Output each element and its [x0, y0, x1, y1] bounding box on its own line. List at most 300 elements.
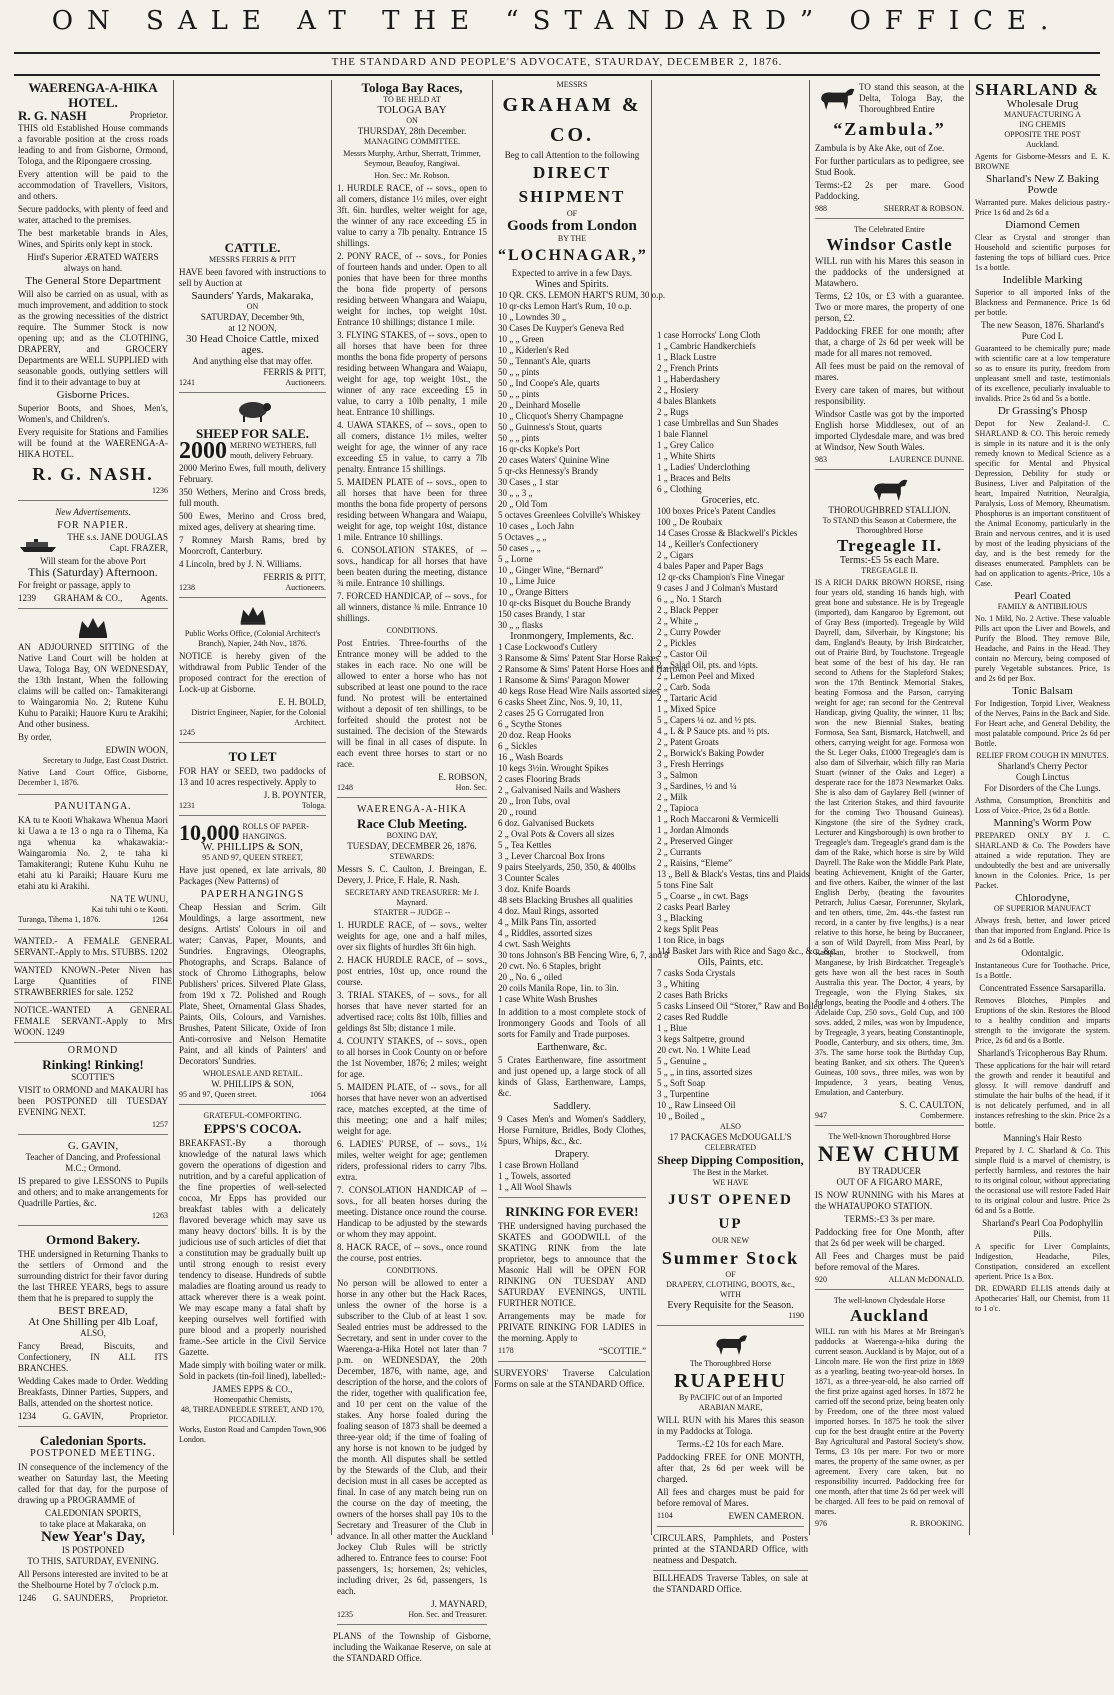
list-item: 20 „ Iron Tubs, oval: [498, 796, 571, 806]
races-conditions-text: Post Entries. Three-fourths of the Entrance money will be added to the stakes in each race. No one will be allowed to enter a horse who has not subscribed at least one pound to the race fund. No protest will be entertained without a deposit of ten shillings, to be forfeited should the protest not be sustained. The decision of the Stewards will be final in all cases of dispute. In each event three horses to start or no race.: [337, 638, 487, 769]
hotel-text: The best marketable brands in Ales, Wines, and Spirits only kept in stock.: [18, 228, 168, 249]
panui-role: Kai tuhi tuhi o te Kooti.: [91, 905, 168, 914]
tricopherous: Sharland's Tricopherous Bay Rhum.: [977, 1048, 1108, 1058]
list-item: 1 „ Towels, assorted: [498, 1171, 571, 1181]
list-item: 100 „ De Roubaix: [657, 517, 723, 527]
worm-powders: Manning's Worm Pow: [993, 817, 1092, 829]
list-item: 1 „ Black Lustre: [657, 352, 717, 362]
goods-from-london: Goods from London: [507, 218, 637, 234]
list-item: 3 Counter Scales: [498, 873, 559, 883]
epps-text: BREAKFAST.-By a thorough knowledge of the natural laws which govern the operations of digestion and nutrition, and by a careful application of the fine properties of well-selected cocoa, Mr Epps has provided our breakfast tables with a delicately flavored beverage which may save us many heavy doctors' bills. It is by the judicious use of such articles of diet that a constitution may be gradually built up until strong enough to resist every tendency to disease. Hundreds of subtle maladies are floating around us ready to attack wherever there is a weak point. We may escape many a fatal shaft by keeping ourselves well fortified with pure blood and a properly nourished frame.-See article in the Civil Service Gazette.: [179, 1138, 326, 1357]
crown-icon: [238, 604, 268, 626]
ad-number: 976: [815, 1519, 827, 1528]
hair-restorer: Manning's Hair Resto: [1003, 1133, 1082, 1143]
list-item: 2 „ Castor Oil: [657, 649, 708, 659]
race-event: 5. MAIDEN PLATE of -- sovs., open to all horses that have been for three months the bona fide property of persons residing between Whangara and Waiapu, weight for age, top weight 10st, distance 1 mile. Entrance 10 shillings.: [337, 477, 487, 542]
ad-number: 983: [815, 455, 827, 464]
just-opened: JUST OPENED UP: [668, 1192, 793, 1232]
list-item: 2 cases Flooring Brads: [498, 774, 581, 784]
list-item: 1 „ Braces and Belts: [657, 473, 731, 483]
drapery-list: [498, 1160, 646, 1193]
phillips-name-2: W. PHILLIPS & SON,: [211, 1079, 294, 1089]
club-day: BOXING DAY,: [386, 831, 438, 840]
list-item: 20 cases Waters' Quinine Wine: [498, 455, 610, 465]
diamond-text: Clear as Crystal and stronger than Household and scientific purposes for fastening the tops of billiard cues. Price 1s a bottle.: [975, 233, 1110, 272]
diamond-cement: Diamond Cemen: [1005, 219, 1080, 231]
caledonian-to: TO THIS, SATURDAY, EVENING.: [27, 1556, 159, 1566]
column-1: [14, 80, 172, 1603]
list-item: 2 „ Tapioca: [657, 803, 699, 813]
sharland-chemists: ING CHEMIS: [1019, 120, 1066, 129]
saddlery-text: 9 Cases Men's and Women's Saddlery, Horse Furniture, Bridles, Body Clothes, Spurs, Whips, &c., &c.: [498, 1114, 646, 1146]
family-pills: FAMILY & ANTIBILIOUS: [997, 602, 1088, 611]
hotel-owner: R. G. NASH: [18, 108, 87, 123]
best-market: The Best in the Market.: [692, 1168, 769, 1177]
list-item: 30 Cases De Kuyper's Geneva Red: [498, 323, 624, 333]
list-item: 3 „ Turpentine: [657, 1089, 710, 1099]
ruapehu-text: WILL RUN with his Mares this season in my Paddocks at Tologa.: [657, 1415, 804, 1436]
saddlery-heading: Saddlery.: [553, 1101, 591, 1112]
race-event: 6. LADIES' PURSE, of -- sovs., 1¼ miles, welter weight for age; gentlemen riders, professional riders to carry 7lbs. extra.: [337, 1139, 487, 1182]
napier-agent: GRAHAM & CO.,: [53, 593, 123, 603]
rink-title: RINKING FOR EVER!: [505, 1204, 639, 1219]
court-signature: EDWIN WOON,: [105, 745, 168, 755]
paper-count: 10,000: [179, 819, 240, 845]
new-chum-text: All Fees and Charges must be paid before removal of the Mares.: [815, 1251, 964, 1272]
napier-ship: THE s.s. JANE DOUGLAS: [67, 532, 168, 542]
cattle-text: HAVE been favored with instructions to sell by Auction at: [179, 267, 326, 288]
caledonian-postponed: POSTPONED MEETING.: [30, 1448, 156, 1459]
race-club-ad: [337, 804, 487, 1625]
list-item: 2 „ Preserved Ginger: [657, 836, 733, 846]
club-role: Hon. Sec. and Treasurer.: [408, 1610, 487, 1619]
plans-ad: PLANS of the Township of Gisborne, including the Waikanae Reserve, on sale at the STANDARD Office.: [333, 1631, 491, 1663]
direct-shipment: DIRECT SHIPMENT: [518, 163, 626, 206]
dr-ellis: DR. EDWARD ELLIS attends daily at Apothecaries' Hall, our Chemist, from 11 to 1 o'c.: [975, 1284, 1110, 1313]
phillips-name: W. PHILLIPS & SON,: [202, 841, 303, 853]
works-head: Public Works Office, (Colonial Architect's Branch), Napier, 24th Nov., 1876.: [184, 629, 321, 648]
tregeagle-place: Combermere.: [920, 1111, 964, 1120]
list-item: 1 „ Blue: [657, 1023, 687, 1033]
list-item: 10 qr-cks Bisquet du Bouche Brandy: [498, 598, 632, 608]
cattle-title: CATTLE.: [224, 240, 281, 255]
we-have: WE HAVE: [712, 1178, 749, 1187]
column-rule: [173, 80, 174, 1535]
list-item: 1 „ Roch Maccaroni & Vermicelli: [657, 814, 779, 824]
ironmongery-heading: Ironmongery, Implements, &c.: [510, 631, 634, 642]
hotel-text: Superior Boots, and Shoes, Men's, Women's, and Children's.: [18, 403, 168, 424]
list-item: 10 „ Clicquot's Sherry Champagne: [498, 411, 624, 421]
club-signature: J. MAYNARD,: [431, 1599, 487, 1609]
worm-text: PREPARED ONLY BY J. C. SHARLAND & Co. The Powders have attained a wide reputation. They are undoubtedly the best and are universally known in the Colonies. Price, 1s per Packet.: [975, 831, 1110, 890]
list-item: 2 „ Tartaric Acid: [657, 693, 717, 703]
list-item: 2 „ Milk: [657, 792, 688, 802]
rinking-title: Rinking! Rinking!: [42, 1057, 144, 1072]
groceries-heading: Groceries, etc.: [701, 495, 760, 506]
ironmongery-text: In addition to a most complete stock of Ironmongery Goods and Tools of all sorts for Family and Trade purposes.: [498, 1007, 646, 1039]
bakery-signature: G. GAVIN,: [62, 1411, 104, 1421]
races-committee-text: Messrs Murphy, Arthur, Sherratt, Trimmer, Seymour, Beaufoy, Rangiwai.: [343, 149, 481, 168]
graham-beg: Beg to call Attention to the following: [504, 150, 640, 160]
panui-signature: NA TE WUNU,: [110, 894, 168, 904]
races-date: THURSDAY, 28th December.: [357, 126, 467, 136]
club-date: TUESDAY, DECEMBER 26, 1876.: [347, 841, 477, 851]
club-starter: STARTER -- JUDGE --: [373, 908, 451, 917]
caledonian-sports: CALEDONIAN SPORTS,: [45, 1508, 141, 1518]
rinking-place: ORMOND: [67, 1045, 119, 1056]
caledonian-signature: G. SAUNDERS,: [52, 1593, 114, 1603]
ad-number: 1257: [152, 1120, 168, 1129]
wines-list: [498, 290, 666, 631]
list-item: 30 „ „ flasks: [498, 620, 543, 630]
sheep-ad: [179, 399, 326, 598]
list-item: 2 „ French Prints: [657, 363, 719, 373]
phos-text: Depot for New Zealand-J. C. SHARLAND & CO. This heroic remedy is simple in its nature and it is the only remedy known to Medical Science as a specific for Mental and Physical Depression, Debility for study or Business, Liver and Palpitation of the heart, Impaired Nutrition, Neuralgia, Paralysis, Loss of Memory, Rheumatism. Phosphorus is an important constituent of the Animal Economy, particularly in the Brain and nervous centres, and it is used by most of the leading physicians of the day, and is the best remedy for the diseases enumerated. Pamphlets can be had on application to agents.-Price, 10s a Case.: [975, 419, 1110, 588]
tonic-text: For Indigestion, Torpid Liver, Weakness of the Nerves, Pains in the Back and Side. For Heart ache, and General Debility, the most palatable compound. Price 2s 6d per Bottle.: [975, 699, 1110, 748]
ad-number: 920: [815, 1275, 827, 1284]
list-item: 10 QR. CKS. LEMON HART'S RUM, 30 o.p.: [498, 290, 666, 300]
surveyors-ad: SURVEYORS' Traverse Calculation Forms on sale at the STANDARD Office.: [494, 1368, 650, 1389]
let-ad: [179, 749, 326, 816]
drapery-list-2: [657, 330, 804, 495]
tregeagle-intro: To STAND this Season at Cobermere, the Thoroughbred Horse: [822, 516, 957, 535]
ruapehu-signature: EWEN CAMERON.: [728, 1511, 804, 1521]
windsor-signature: LAURENCE DUNNE.: [889, 455, 964, 464]
masthead-rule-top: [14, 52, 1100, 54]
caledonian-text: All Persons interested are invited to be at the Shelbourne Hotel by 7 o'clock p.m.: [18, 1569, 168, 1590]
new-ads-heading: New Advertisements.: [55, 507, 131, 517]
races-role: Hon. Sec.: [455, 783, 487, 792]
napier-text: For freight or passage, apply to: [18, 580, 131, 590]
rinking-forever-ad: [498, 1204, 646, 1362]
sheep-dip: Sheep Dipping Composition,: [657, 1153, 804, 1167]
list-item: 20 „ Old Tom: [498, 499, 548, 509]
club-events: [337, 920, 487, 1264]
zambula-ad: [815, 82, 964, 219]
pearl-text: No. 1 Mild, No. 2 Active. These valuable Pills act upon the Liver and Bowels, and Purify the Blood. They remove Bile, Headache, and Pains in the Head. They contain no Mercury, being composed of purely Vegetable substances. Price, 1s and 2s 6d per Box.: [975, 614, 1110, 683]
epps-address: 48, THREADNEEDLE STREET, AND 170, PICCADILLY.: [180, 1405, 325, 1424]
ad-number: 1104: [657, 1511, 673, 1520]
windsor-text: Terms, £2 10s, or £3 with a guarantee. Two or more mares, the property of one person, £2.: [815, 291, 964, 323]
list-item: 100 boxes Price's Patent Candles: [657, 506, 776, 516]
earthenware-heading: Earthenware, &c.: [536, 1042, 608, 1053]
bakery-bread: BEST BREAD,: [58, 1305, 128, 1317]
works-ad: [179, 604, 326, 743]
caledonian-role: Proprietor.: [129, 1593, 168, 1603]
cattle-time: at 12 NOON,: [228, 323, 277, 333]
list-item: 50 „ „ pints: [498, 433, 540, 443]
sheep-count: 2000: [179, 437, 227, 464]
sheep-text: MERINO WETHERS, full mouth, delivery February.: [230, 441, 317, 460]
list-item: 1 „ All Wool Shawls: [498, 1182, 572, 1192]
auckland-ad: [815, 1296, 964, 1533]
rinking-ad: [18, 1045, 168, 1135]
list-item: 2 „ Cigars: [657, 550, 694, 560]
races-signature: E. ROBSON,: [438, 772, 487, 782]
with-label: WITH: [720, 1290, 741, 1299]
list-item: 3 „ Whiting: [657, 979, 700, 989]
zambula-text: For further particulars as to pedigree, see Stud Book.: [815, 156, 964, 177]
odontalgic: Odontalgic.: [1021, 948, 1064, 958]
graham-of: OF: [566, 209, 578, 218]
sheep-text: 350 Wethers, Merino and Cross breds, full mouth.: [179, 487, 326, 508]
club-stewards: STEWARDS:: [389, 852, 435, 861]
let-text: FOR HAY or SEED, two paddocks of 13 and 10 acres respectively. Apply to: [179, 766, 326, 787]
cattle-on: ON: [246, 302, 259, 311]
list-item: 2 „ Rugs: [657, 407, 689, 417]
phillips-address-2: 95 and 97, Queen street.: [179, 1090, 257, 1099]
ad-number: 1236: [152, 486, 168, 495]
list-item: 20 „ Deinhard Moselle: [498, 400, 581, 410]
race-event: 6. CONSOLATION STAKES, of -- sovs., handicap for all horses that have been beaten during the meeting, distance ¾ mile. Entrance 10 shillings.: [337, 545, 487, 588]
list-item: 1 Ransome & Sims' Paragon Mower: [498, 675, 630, 685]
ad-number: 1190: [788, 1311, 804, 1320]
ad-number: 1264: [152, 915, 168, 924]
list-item: 30 Cases „ 1 star: [498, 477, 559, 487]
horse-icon: [815, 85, 859, 111]
race-event: 1. HURDLE RACE, of -- sovs., open to all comers, distance 1½ miles, over eight 3ft. 6in. hurdles, welter weight for age, the winner of any race exceeding £5 in value to carry a 7lb penalty. Entrance 15 shillings.: [337, 183, 487, 248]
graham-expected: Expected to arrive in a few Days.: [511, 268, 633, 278]
sharland-agents: Agents for Gisborne-Messrs and E. K. BROWNE: [975, 152, 1110, 171]
court-by: By order,: [18, 732, 52, 742]
of-label: OF: [725, 1270, 736, 1279]
works-role: District Engineer, Napier, for the Colonial Architect.: [191, 708, 326, 727]
zambula-text: Zambula is by Ake Ake, out of Zoe.: [815, 143, 945, 153]
ruapehu-intro: The Thoroughbred Horse: [689, 1359, 772, 1368]
list-item: 2 „ Carb. Soda: [657, 682, 710, 692]
indelible-text: Superior to all imported Inks of the Blackness and Permanence. Price 1s 6d per bottle.: [975, 288, 1110, 317]
list-item: 3 doz. Knife Boards: [498, 884, 571, 894]
billheads-ad: BILLHEADS Traverse Tables, on sale at the STANDARD Office.: [653, 1573, 808, 1594]
list-item: 10 cases „ Loch Jahn: [498, 521, 574, 531]
tregeagle-text: IS A RICH DARK BROWN HORSE, rising four years old, standing 16 hands high, with great bone and substance. He is by Tregeagle (imported), dam Kangaroo by Egremont, out of Gray Bess (imported). Tregeagle by Wild Dayrell, dam, Silverhair, by Kingstone; his dam, England's Beauty, by Irish Birdcatcher, out of Prairie Bird, by Touchstone. Tregeagle beat some of the best of his day. He ran second to Athens for the Stapleford Stakes; won the 17th Bentinck Memorial Stakes, beating Formosa and the Parson, carrying weight for age; ran second for the Centreval Handicap, giving Quality, the winner, 11 lbs; won the new Biennial Stakes, beating Formosa, Sea Sant, Bismarck, Hatchwell, and others, carrying weight for age. Formosa won the St. Leger Oaks, £1000 Tregeagle's dam is also dam of Silverhair, which filly ran Maria Stuart (winner of the Oaks and Leger) a desperate race for the 1873 Newmarket Oaks. She is also dam of Gaylarey Bell (winner of the last Criterion Stakes, and third favourite for the coming Two Thousand Guineas). Kingstone (the sire of the Sydney crack, Lecturer and Kingsborough) is own brother to Tregeagle's dam. Tregeagle's grand dam is the dam of the Rake, which horse is sire by Wild Dayrell. The Rake won the Middle Park Plate, beating Achievement, Knight of the Garter, and five others. Kaiber, the winner of the last English Derby, (beating the favourites Petrarch, Julius Caesar, Forerunner, Skylark, and ten others, time, 2m. 44s.-the fastest run record, in a canter by five lengths,) is a near relative to this horse, he being by Buccaneer, a son of Wild Dayrell, from Miss Pearl, by Rataplan, brother to Stockwell, from Manganese, by Irish Birdcatcher. Tregeagle's gets have won all the best races in South Australia this year. The Doctor, 4 years, by Tregeagle, won the Flying Stakes, six furlongs, beating the Poodle and 4 others. The Adelaide Cup, 250 sovs., Gold Cup, and 100 sovs. added, 2 miles, was won by Impudence, by Tregeagle, 3 years, beating Constantinople, Poodle, Canterbury, and six others, time, 3m. 37s. The same horse took the Birthday Cup, beating Banker, and six others. The Queen's Guineas, 100 sovs., three miles, was won by Impudence, 3 years, beating Venus, Emulation, and Canterbury.: [815, 578, 964, 1097]
ad-number: 1239: [18, 593, 36, 603]
panui-text: KA tu te Kooti Whakawa Whenua Maori ki Uawa a te 13 o nga ra o Tihema, Ka nga whenua ka whakawakia:- Waingaromia No. 2, te taha ki Tamakiterangi; Rutene Kuhu Kuhu ne etahi atu ki Paraiki; Hauare Kuru me etahi atu ki Arakihi.: [18, 815, 168, 891]
gavin-text: IS prepared to give LESSONS to Pupils and others; and to make arrangements for Quadrille Parties, &c.: [18, 1176, 168, 1208]
ad-number: 906: [314, 1425, 326, 1434]
wines-heading: Wines and Spirits.: [535, 279, 609, 290]
windsor-text: All fees must be paid on the removal of mares.: [815, 361, 964, 382]
list-item: 5 „ Lorne: [498, 554, 533, 564]
club-secretary: SECRETARY AND TREASURER: Mr J. Maynard.: [345, 888, 479, 907]
horse-icon: [868, 476, 912, 502]
list-item: 2 „ Borwick's Baking Powder: [657, 748, 765, 758]
list-item: 10 „ Lime Juice: [498, 576, 556, 586]
list-item: 1 „ Mixed Spice: [657, 704, 716, 714]
hair-text: Prepared by J. C. Sharland & Co. This simple fluid is a marvel of chemistry, is perfectly harmless, and restores the hair to its original colour, without appreciating the occasional use will restore Faded Hair to its original colour and lustre. Price 2s 6d and 5s a Bottle.: [975, 1146, 1110, 1215]
hotel-text: Every requisite for Stations and Families will be found at the WAERENGA-A-HIKA HOTEL.: [18, 427, 168, 459]
list-item: 16 qr-cks Kopke's Port: [498, 444, 581, 454]
works-signature: E. H. BOLD,: [278, 697, 326, 707]
oils-heading: Oils, Paints, etc.: [697, 957, 764, 968]
let-title: TO LET: [228, 749, 277, 764]
column-rule: [331, 80, 332, 1535]
drapery-heading: Drapery.: [554, 1149, 590, 1160]
graham-by: BY THE: [557, 234, 587, 243]
windsor-text: Every care taken of mares, but without responsibility.: [815, 385, 964, 406]
tregeagle-head: THOROUGHBRED STALLION.: [828, 505, 951, 515]
hotel-signature: R. G. NASH.: [32, 464, 154, 484]
panui-title: PANUITANGA.: [54, 801, 132, 812]
list-item: 30 „ „ 3 „: [498, 488, 533, 498]
column-rule: [969, 80, 970, 1535]
hotel-role: Proprietor.: [129, 110, 168, 120]
caledonian-day: New Year's Day,: [40, 1529, 145, 1545]
races-held: TO BE HELD AT: [383, 95, 441, 104]
panui-ad: [18, 801, 168, 930]
list-item: 1 Case Lockwood's Cutlery: [498, 642, 598, 652]
races-place: TOLOGA BAY: [377, 104, 447, 116]
graham-firm: GRAHAM & CO.: [502, 94, 642, 146]
disorders-text: Asthma, Consumption, Bronchitis and Loss of Voice.-Price, 2s 6d a Bottle.: [975, 796, 1110, 815]
list-item: 20 „ No. 6 „ oiled: [498, 972, 562, 982]
sharland-title: SHARLAND &: [975, 80, 1099, 99]
windsor-text: Paddocking FREE for one month; after that, a charge of 2s 6d per week will be made for all mares not removed.: [815, 326, 964, 358]
hotel-text: Secure paddocks, with plenty of feed and water, attached to the premises.: [18, 204, 168, 225]
list-item: 6 doz. Galvanised Buckets: [498, 818, 594, 828]
races-committee: MANAGING COMMITTEE.: [364, 137, 460, 146]
cattle-lot: 30 Head Choice Cattle, mixed ages.: [186, 333, 319, 356]
list-item: 5 „ Capers ¼ oz. and ½ pts.: [657, 715, 757, 725]
dateline: THE STANDARD AND PEOPLE'S ADVOCATE, STAURDAY, DECEMBER 2, 1876.: [331, 56, 783, 68]
list-item: 1 case White Wash Brushes: [498, 994, 598, 1004]
list-item: 5 „ „ in tins, assorted sizes: [657, 1067, 753, 1077]
list-item: 16 „ Wash Boards: [498, 752, 563, 762]
ruapehu-mare: ARABIAN MARE,: [698, 1403, 763, 1412]
column-rule: [809, 80, 810, 1535]
list-item: 7 casks Soda Crystals: [657, 968, 736, 978]
horse-icon: [711, 1332, 751, 1356]
list-item: 2 cases Bath Bricks: [657, 990, 728, 1000]
ruapehu-terms: Terms.-£2 10s for each Mare.: [677, 1439, 784, 1449]
race-event: 2. PONY RACE, of -- sovs., for Ponies of fourteen hands and under. Open to all ponies that have been for three months the bona fide property of persons residing between Whangara and Waiapu, weight for inches, top weight 10st. Entrance 10 shillings; distance 1 mile.: [337, 251, 487, 327]
every-requisite: Every Requisite for the Season.: [667, 1300, 794, 1311]
bakery-role: Proprietor.: [129, 1411, 168, 1421]
list-item: 5 qr-cks Hennessy's Brandy: [498, 466, 599, 476]
rink-text: THE undersigned having purchased the SKATES and GOODWILL of the SKATING RINK from the late proprietor, begs to announce that the Masonic Hall will be OPEN FOR RINKING ON TUESDAY AND SATURDAY EVENINGS, UNTIL FURTHER NOTICE.: [498, 1221, 646, 1308]
auckland-text: WILL run with his Mares at Mr Breingan's paddocks at Waerenga-a-hika during the current season. Auckland is by Major, out of a Lincoln mare. He won the first prize in 1869 as a yearling, beating two-year-old horses. In 1871, as a three-year-old, he also carried off the first prize against aged horses. In 1872 he carried off the second prize, being beaten only by Freedom, one of the three most valued imported horses. In 1875 he took the silver cup for the best draught entire at the Poverty Bay Agricultural and Pastoral Society's show. Terms, £3 10s per mare. For two or more mares, the property of the same owner, as per agreement. Every care taken, but no responsibility incurred. Paddocking free for one month, after that time 2s 6d per week will be charged. All fees to be paid on removal of mares.: [815, 1327, 964, 1516]
new-chum-terms: TERMS:-£3 3s per mare.: [844, 1214, 935, 1224]
groceries-list: [657, 506, 837, 957]
list-item: 2 „ Pickles: [657, 638, 696, 648]
let-signature: J. B. POYNTER,: [263, 790, 326, 800]
ad-number: 1245: [179, 728, 195, 737]
race-event: 2. HACK HURDLE RACE, of -- sovs., post entries, 10st up, once round the course.: [337, 955, 487, 987]
cattle-place: Saunders' Yards, Makaraka,: [191, 290, 314, 302]
rink-text: Arrangements may be made for PRIVATE RINKING FOR LADIES in the morning. Apply to: [498, 1311, 646, 1343]
list-item: 50 cases „ „: [498, 543, 541, 553]
list-item: 4 „ Riddles, assorted sizes: [498, 928, 593, 938]
phillips-address: 95 AND 97, QUEEN STREET,: [202, 853, 303, 862]
race-event: 7. FORCED HANDICAP, of -- sovs., for all winners, distance ¾ mile. Entrance 10 shillings.: [337, 591, 487, 623]
windsor-intro: The Celebrated Entire: [854, 225, 925, 234]
bakery-ad: [18, 1232, 168, 1427]
list-item: 2 „ Oval Pots & Covers all sizes: [498, 829, 615, 839]
list-item: 13 „ Bell & Black's Vestas, tins and Plaids: [657, 869, 810, 879]
column-6: [811, 80, 968, 1535]
bakery-text: Fancy Bread, Biscuits, and Confectionery, IN ALL ITS BRANCHES.: [18, 1341, 168, 1373]
tologa-races-ad: [337, 80, 487, 798]
list-item: 10 „ „ Green: [498, 334, 544, 344]
list-item: 1 case Umbrellas and Sun Shades: [657, 418, 779, 428]
list-item: 50 „ Guinness's Stout, quarts: [498, 422, 602, 432]
cattle-signature: FERRIS & PITT,: [263, 367, 326, 377]
sheep-icon: [233, 399, 273, 423]
baking-text: Warranted pure. Makes delicious pastry.-Price 1s 6d and 2s 6d a: [975, 198, 1110, 217]
ad-number: 947: [815, 1111, 827, 1120]
works-text: NOTICE is hereby given of the withdrawal from Public Tender of the proposed contract for the erection of Lock-up at Gisborne.: [179, 651, 326, 694]
club-stewards-text: Messrs S. C. Caulton, J. Breingan, E. Devery, J. Price, F. Hale, R. Nash.: [337, 864, 487, 885]
sharland-wholesale: Wholesale Drug: [1006, 98, 1079, 110]
let-place: Tologa.: [301, 801, 326, 810]
banner: ON SALE AT THE “STANDARD” OFFICE.: [51, 6, 1063, 36]
list-item: 3 „ Salmon: [657, 770, 698, 780]
masthead: [0, 0, 1114, 68]
cherry-pectoral: Sharland's Cherry Pector: [997, 761, 1088, 771]
phillips-text: Cheap Hessian and Scrim. Gilt Mouldings, a large assortment, new designs. Artists' Colours in oil and water; Canvas, Paper, Mounts, and Sundries. Engravings, Oleographs, Photographs, and Scraps. Balance of stock of Chromo Lithographs, below Publishers' prices. Silvered Plate Glass, from 19d x 72. Polished and Rough Plate, Sheet, Ornamental Glass Shades, Paints, Oils, Colours, and Varnishes. Brushes, Patent Silicate, Oxide of Iron Anti-corrosive and Nelson Hematite Paint, and all kinds of Painters' and Decorators' Sundries.: [179, 902, 326, 1066]
cattle-date: SATURDAY, December 9th,: [200, 312, 305, 322]
tregeagle-terms: Terms:-£5 5s each Mare.: [839, 555, 940, 566]
list-item: 10 kegs 3½in. Wrought Spikes: [498, 763, 609, 773]
rinking-text: VISIT to ORMOND and MAKAURI has been POSTPONED till TUESDAY EVENING NEXT.: [18, 1085, 168, 1117]
sheep-role: Auctioneers.: [285, 583, 326, 592]
list-item: 5 „ Genuine „: [657, 1056, 707, 1066]
napier-agents: Agents.: [140, 593, 168, 603]
epps-text: Made simply with boiling water or milk. Sold in packets (tin-foil lined), labelled:-: [179, 1360, 326, 1381]
ruapehu-ad: [657, 1332, 804, 1527]
ad-number: 1231: [179, 801, 195, 810]
ruapehu-by: By PACIFIC out of an Imported: [678, 1393, 783, 1402]
mcdougall-celebrated: CELEBRATED: [704, 1143, 757, 1152]
also-label: ALSO: [720, 1122, 741, 1131]
list-item: 5 Octaves „ „: [498, 532, 547, 542]
column-2: [175, 240, 330, 1695]
list-item: 2 kegs Split Peas: [657, 924, 719, 934]
relief-cough: RELIEF FROM COUGH IN MINUTES.: [976, 751, 1109, 760]
ruapehu-name: RUAPEHU: [674, 1370, 787, 1392]
zambula-text: TO stand this season, at the Delta, Tologa Bay, the Thoroughbred Entire: [859, 82, 964, 114]
list-item: 5 octaves Greenlees Colville's Whiskey: [498, 510, 641, 520]
list-item: 3 „ Sardines, ½ and ¼: [657, 781, 737, 791]
hotel-ad: [18, 80, 168, 501]
list-item: 1 bale Flannel: [657, 429, 708, 439]
list-item: 14 „ Keiller's Confectionery: [657, 539, 759, 549]
caledonian-text: IN consequence of the inclemency of the weather on Saturday last, the Meeting called for that day, for the purpose of drawing up a PROGRAMME of: [18, 1462, 168, 1505]
race-event: 1. HURDLE RACE, of -- sovs., welter weights for age, one and a half miles, over six flights of hurdles 3ft 6in high.: [337, 920, 487, 952]
chlorodyne-superior: OF SUPERIOR MANUFACT: [993, 904, 1092, 913]
new-chum-out: OUT OF A FIGARO MARE,: [836, 1177, 943, 1187]
list-item: 6 „ Sickles: [498, 741, 537, 751]
ad-number: 1248: [337, 783, 353, 792]
wanted-ad: WANTED KNOWN.-Peter Niven has Large Quantities of FINE STRAWBERRIES for sale. 1252: [14, 965, 172, 1003]
napier-ad: [18, 520, 168, 609]
zambula-terms: Terms:-£2 2s per mare. Good Paddocking.: [815, 180, 964, 201]
sharland-ad: [975, 80, 1110, 1320]
tregeagle-signature: S. C. CAULTON,: [899, 1100, 964, 1110]
hotel-text: Hird's Superior ÆRATED WATERS always on hand.: [27, 252, 159, 273]
list-item: 1 case Horrocks' Long Cloth: [657, 330, 761, 340]
court-role: Secretary to Judge, East Coast District.: [42, 756, 168, 765]
caledonian-text: to take place at Makaraka, on: [40, 1519, 146, 1529]
masthead-rule-bottom: [14, 74, 1100, 76]
list-item: 5 „ Coarse „ in cwt. Bags: [657, 891, 749, 901]
cough-linctus: Cough Linctus: [1015, 772, 1070, 782]
disorders-chest: For Disorders of the Che Lungs.: [984, 783, 1101, 793]
napier-day: This (Saturday) Afternoon.: [28, 565, 158, 579]
list-item: 6 casks Sheet Zinc, Nos. 9, 10, 11,: [498, 697, 623, 707]
sheep-text: 4 Lincoln, bred by J. N. Williams.: [179, 559, 302, 569]
ruapehu-text: Paddocking FREE for ONE MONTH, after that, 2s 6d per week will be charged.: [657, 1452, 804, 1484]
